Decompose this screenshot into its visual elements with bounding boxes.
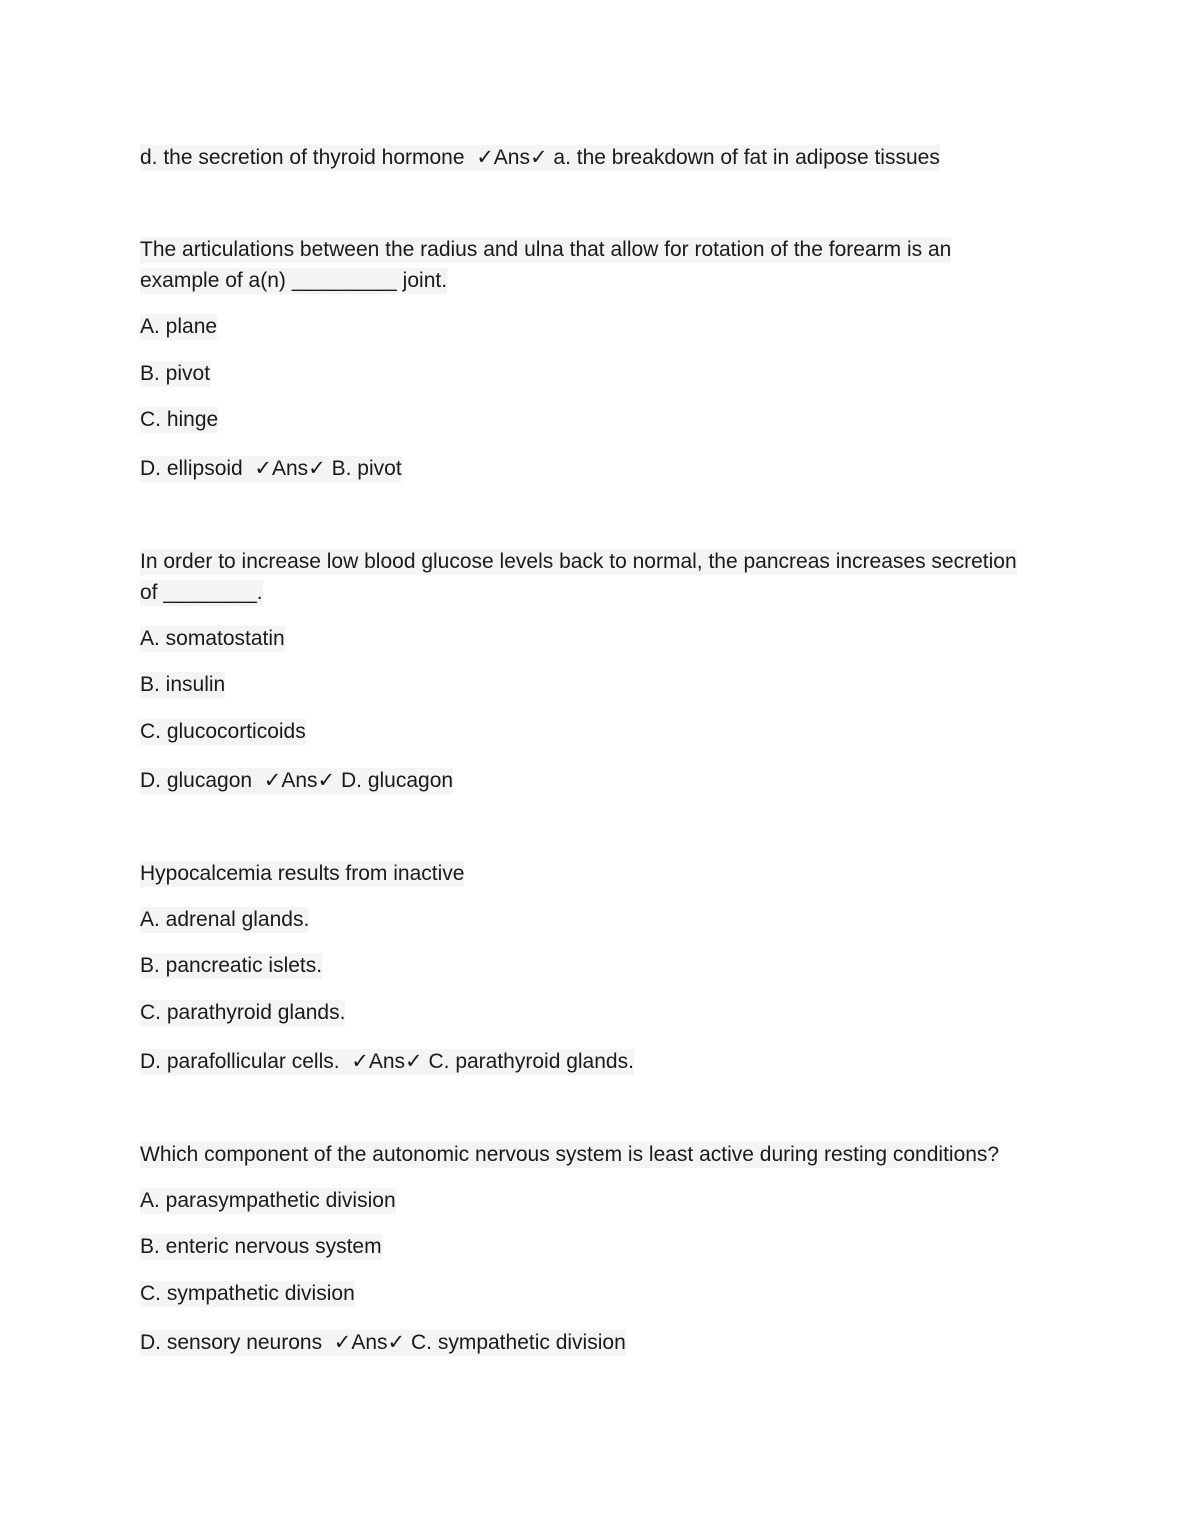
q3-option-d-text: D. parafollicular cells. [140, 1050, 340, 1073]
q3-answer: C. parathyroid glands. [428, 1050, 634, 1073]
q2-option-d-text: D. glucagon [140, 769, 253, 792]
q2-stem-text1: In order to increase low blood glucose levels back to normal, the pancreas increases secretion [140, 550, 1017, 573]
q4-option-d-answer [140, 1327, 626, 1358]
q2-stem-line1 [140, 546, 1017, 577]
q4-answer-marker: ✓Ans✓ [333, 1331, 406, 1354]
q1-option-b-text: B. pivot [140, 362, 211, 385]
q2-option-b [140, 669, 225, 700]
q3-option-a-text: A. adrenal glands. [140, 908, 310, 931]
q1-option-a-text: A. plane [140, 315, 218, 338]
q4-answer: C. sympathetic division [411, 1331, 626, 1354]
q1-answer-marker: ✓Ans✓ [254, 457, 326, 480]
q4-option-a-text: A. parasympathetic division [140, 1189, 396, 1212]
q1-option-d-text: D. ellipsoid [140, 457, 243, 480]
q2-answer-marker: ✓Ans✓ [263, 769, 336, 792]
q0-last-option: d. the secretion of thyroid hormone [140, 146, 465, 169]
q3-option-a [140, 904, 309, 935]
q4-option-c-text: C. sympathetic division [140, 1282, 355, 1305]
q2-option-a [140, 623, 285, 654]
q3-option-b-text: B. pancreatic islets. [140, 954, 323, 977]
q1-option-d-answer [140, 453, 402, 484]
q1-stem-line1 [140, 234, 951, 265]
q4-option-b [140, 1231, 382, 1262]
q4-option-d-text: D. sensory neurons [140, 1331, 323, 1354]
q1-stem-text1: The articulations between the radius and ulna that allow for rotation of the forearm is an [140, 238, 952, 261]
q3-option-b [140, 950, 322, 981]
q1-option-c [140, 404, 218, 435]
q2-stem-text2: of ________. [140, 581, 263, 604]
q2-option-a-text: A. somatostatin [140, 627, 285, 650]
q1-option-b [140, 358, 210, 389]
q2-stem-line2 [140, 577, 263, 608]
q2-option-b-text: B. insulin [140, 673, 226, 696]
q4-option-b-text: B. enteric nervous system [140, 1235, 382, 1258]
q4-stem-line1 [140, 1139, 999, 1170]
q2-answer: D. glucagon [340, 769, 454, 792]
q4-option-a [140, 1185, 396, 1216]
q1-answer: B. pivot [331, 457, 402, 480]
q1-option-c-text: C. hinge [140, 408, 219, 431]
q3-stem-text1: Hypocalcemia results from inactive [140, 862, 465, 885]
q0-answer: a. the breakdown of fat in adipose tissues [553, 146, 940, 169]
q2-option-c [140, 716, 306, 747]
q4-stem-text1: Which component of the autonomic nervous system is least active during resting conditions? [140, 1143, 1000, 1166]
q0-answer-marker: ✓Ans✓ [476, 146, 548, 169]
q2-option-d-answer [140, 765, 453, 796]
q1-option-a [140, 311, 217, 342]
q4-option-c [140, 1278, 355, 1309]
q0-answer-line [140, 142, 940, 173]
q3-answer-marker: ✓Ans✓ [351, 1050, 423, 1073]
q1-stem-text2: example of a(n) _________ joint. [140, 269, 448, 292]
q2-option-c-text: C. glucocorticoids [140, 720, 306, 743]
q3-option-c [140, 997, 345, 1028]
q3-option-c-text: C. parathyroid glands. [140, 1001, 346, 1024]
q3-option-d-answer [140, 1046, 634, 1077]
q3-stem-line1 [140, 858, 464, 889]
q1-stem-line2 [140, 265, 447, 296]
